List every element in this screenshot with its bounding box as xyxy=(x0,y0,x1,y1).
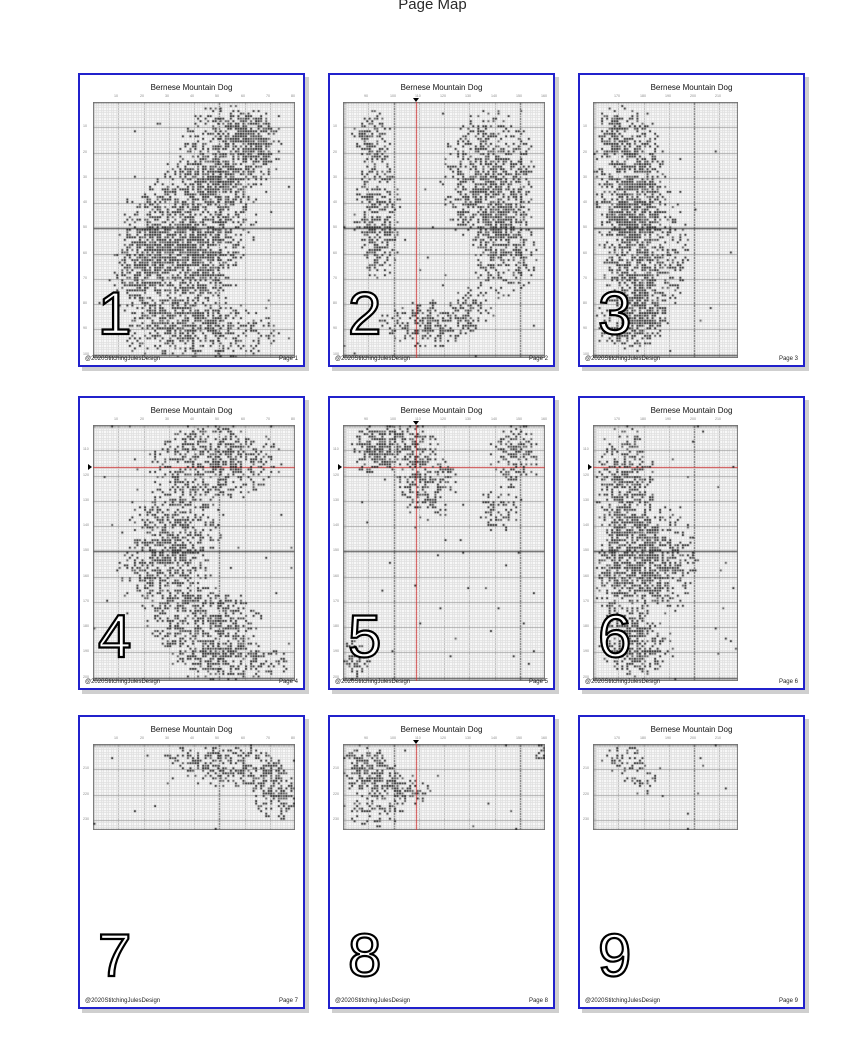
grid-column-label: 30 xyxy=(164,94,169,99)
grid-row-label: 160 xyxy=(83,573,90,578)
chart-title: Bernese Mountain Dog xyxy=(150,725,233,734)
grid-column-label: 100 xyxy=(389,736,396,741)
chart-title: Bernese Mountain Dog xyxy=(650,725,733,734)
page-footer-label: Page 4 xyxy=(278,679,298,685)
grid-row-label: 10 xyxy=(583,124,588,129)
grid-row-labels xyxy=(83,744,93,830)
grid-column-label: 130 xyxy=(465,736,472,741)
center-column-marker-icon xyxy=(413,421,419,425)
page-footer-label: Page 5 xyxy=(528,679,548,685)
grid-column-labels xyxy=(593,94,738,102)
grid-row-label: 190 xyxy=(583,649,590,654)
grid-row-label: 30 xyxy=(583,174,588,179)
grid-row-label: 100 xyxy=(83,351,90,356)
stitch-grid xyxy=(583,736,738,830)
grid-column-label: 160 xyxy=(541,94,548,99)
copyright-text: @2020StitchingJulesDesign xyxy=(585,998,661,1004)
grid-row-label: 100 xyxy=(333,351,340,356)
stitch-grid xyxy=(83,736,296,830)
grid-row-label: 70 xyxy=(583,275,588,280)
grid-column-label: 10 xyxy=(114,94,119,99)
grid-column-labels xyxy=(93,94,295,102)
grid-row-label: 220 xyxy=(583,791,590,796)
grid-row-labels xyxy=(333,102,343,358)
grid-row-label: 200 xyxy=(333,674,340,679)
grid-column-label: 180 xyxy=(639,417,646,422)
grid-column-label: 60 xyxy=(240,94,245,99)
grid-row-label: 50 xyxy=(333,225,338,230)
page-footer-label: Page 1 xyxy=(278,356,298,362)
grid-row-label: 200 xyxy=(583,674,590,679)
grid-column-label: 80 xyxy=(291,736,296,741)
grid-row-label: 30 xyxy=(333,174,338,179)
page-footer xyxy=(585,998,798,1004)
grid-row-label: 190 xyxy=(83,649,90,654)
grid-row-label: 80 xyxy=(583,301,588,306)
grid-row-label: 10 xyxy=(333,124,338,129)
grid-column-label: 70 xyxy=(265,736,270,741)
page-footer-label: Page 8 xyxy=(528,998,548,1004)
grid-row-label: 40 xyxy=(83,200,88,205)
grid-column-label: 60 xyxy=(240,736,245,741)
page-map-title: Page Map xyxy=(398,0,467,13)
grid-column-label: 180 xyxy=(639,94,646,99)
center-row-marker-icon xyxy=(338,464,342,470)
grid-column-label: 120 xyxy=(440,736,447,741)
grid-row-label: 20 xyxy=(83,149,88,154)
grid-column-labels xyxy=(343,417,548,425)
grid-row-label: 130 xyxy=(583,497,590,502)
page-footer xyxy=(585,356,798,362)
grid-row-label: 130 xyxy=(333,497,340,502)
grid-column-label: 200 xyxy=(690,94,697,99)
grid-row-label: 200 xyxy=(83,674,90,679)
grid-row-label: 160 xyxy=(583,573,590,578)
grid-column-label: 130 xyxy=(465,94,472,99)
stitch-grid xyxy=(333,736,548,830)
grid-column-label: 90 xyxy=(364,94,369,99)
grid-row-label: 60 xyxy=(583,250,588,255)
grid-row-label: 40 xyxy=(333,200,338,205)
grid-row-label: 90 xyxy=(583,326,588,331)
grid-row-label: 140 xyxy=(583,523,590,528)
page-number-overlay: 8 xyxy=(348,921,382,989)
stitch-grid-canvas xyxy=(343,744,545,830)
grid-row-label: 110 xyxy=(83,447,89,452)
grid-row-label: 90 xyxy=(83,326,88,331)
grid-row-label: 210 xyxy=(83,766,90,771)
grid-column-label: 210 xyxy=(715,417,722,422)
page-thumbnail-5[interactable] xyxy=(328,396,555,690)
grid-row-label: 110 xyxy=(333,447,339,452)
grid-column-label: 210 xyxy=(715,736,722,741)
grid-row-label: 120 xyxy=(83,472,90,477)
page-number-overlay: 1 xyxy=(98,279,132,347)
page-footer xyxy=(585,679,798,685)
grid-column-label: 50 xyxy=(215,94,220,99)
chart-title: Bernese Mountain Dog xyxy=(400,406,483,415)
grid-row-labels xyxy=(83,102,93,358)
grid-column-label: 190 xyxy=(664,417,671,422)
grid-column-labels xyxy=(343,736,548,744)
grid-column-label: 150 xyxy=(515,736,522,741)
copyright-text: @2020StitchingJulesDesign xyxy=(335,356,411,362)
grid-column-labels xyxy=(343,94,548,102)
grid-column-label: 170 xyxy=(614,94,621,99)
page-number-overlay: 9 xyxy=(598,921,632,989)
grid-column-label: 30 xyxy=(164,736,169,741)
center-row-marker-icon xyxy=(588,464,592,470)
grid-column-label: 80 xyxy=(291,94,296,99)
grid-row-label: 120 xyxy=(333,472,340,477)
copyright-text: @2020StitchingJulesDesign xyxy=(85,998,161,1004)
grid-row-label: 160 xyxy=(333,573,340,578)
center-column-marker-icon xyxy=(413,740,419,744)
grid-row-label: 170 xyxy=(83,598,90,603)
grid-column-label: 170 xyxy=(614,736,621,741)
grid-column-label: 100 xyxy=(389,417,396,422)
stitch-grid-canvas xyxy=(93,744,295,830)
page-footer xyxy=(85,679,298,685)
page-number-overlay: 6 xyxy=(598,602,632,670)
grid-row-label: 50 xyxy=(583,225,588,230)
grid-column-label: 140 xyxy=(490,736,497,741)
grid-column-label: 40 xyxy=(190,417,195,422)
copyright-text: @2020StitchingJulesDesign xyxy=(335,679,411,685)
page-number-overlay: 2 xyxy=(348,279,382,347)
page-number-overlay: 4 xyxy=(98,602,132,670)
grid-row-label: 10 xyxy=(83,124,88,129)
page-footer-label: Page 6 xyxy=(778,679,798,685)
grid-row-label: 90 xyxy=(333,326,338,331)
grid-column-label: 110 xyxy=(414,94,421,99)
copyright-text: @2020StitchingJulesDesign xyxy=(85,356,161,362)
grid-row-label: 60 xyxy=(83,250,88,255)
center-row-marker-icon xyxy=(88,464,92,470)
grid-column-label: 10 xyxy=(114,736,119,741)
grid-column-label: 110 xyxy=(414,417,421,422)
copyright-text: @2020StitchingJulesDesign xyxy=(335,998,411,1004)
grid-column-label: 190 xyxy=(664,736,671,741)
grid-column-label: 70 xyxy=(265,417,270,422)
page-thumbnail-2[interactable] xyxy=(328,73,555,367)
grid-column-label: 90 xyxy=(364,736,369,741)
page-thumbnail-1[interactable] xyxy=(78,73,305,367)
page-number-overlay: 5 xyxy=(348,602,382,670)
grid-row-label: 220 xyxy=(83,791,90,796)
grid-column-label: 50 xyxy=(215,736,220,741)
copyright-text: @2020StitchingJulesDesign xyxy=(585,356,661,362)
grid-column-label: 120 xyxy=(440,417,447,422)
chart-title: Bernese Mountain Dog xyxy=(150,406,233,415)
grid-column-label: 10 xyxy=(114,417,119,422)
grid-row-labels xyxy=(333,744,343,830)
grid-row-label: 180 xyxy=(583,624,590,629)
grid-row-label: 220 xyxy=(333,791,340,796)
grid-row-label: 80 xyxy=(83,301,88,306)
grid-column-label: 20 xyxy=(139,417,144,422)
page-thumbnail-3[interactable] xyxy=(578,73,805,367)
grid-row-labels xyxy=(583,102,593,358)
grid-column-label: 160 xyxy=(541,417,548,422)
grid-row-label: 150 xyxy=(83,548,90,553)
grid-row-label: 50 xyxy=(83,225,88,230)
grid-column-label: 50 xyxy=(215,417,220,422)
page-footer xyxy=(335,356,548,362)
grid-column-label: 30 xyxy=(164,417,169,422)
grid-row-label: 170 xyxy=(333,598,340,603)
page-footer-label: Page 2 xyxy=(528,356,548,362)
grid-column-label: 20 xyxy=(139,736,144,741)
grid-row-label: 150 xyxy=(333,548,340,553)
center-column-marker-icon xyxy=(413,98,419,102)
grid-column-label: 180 xyxy=(639,736,646,741)
grid-column-label: 130 xyxy=(465,417,472,422)
chart-title: Bernese Mountain Dog xyxy=(400,725,483,734)
stitch-grid-canvas xyxy=(593,744,738,830)
grid-row-label: 80 xyxy=(333,301,338,306)
grid-column-label: 100 xyxy=(389,94,396,99)
grid-column-label: 60 xyxy=(240,417,245,422)
chart-title: Bernese Mountain Dog xyxy=(650,83,733,92)
grid-column-label: 20 xyxy=(139,94,144,99)
chart-title: Bernese Mountain Dog xyxy=(150,83,233,92)
grid-row-label: 40 xyxy=(583,200,588,205)
grid-row-label: 230 xyxy=(583,816,590,821)
grid-row-label: 70 xyxy=(83,275,88,280)
grid-row-label: 70 xyxy=(333,275,338,280)
grid-row-label: 20 xyxy=(333,149,338,154)
grid-column-label: 90 xyxy=(364,417,369,422)
grid-column-labels xyxy=(593,417,738,425)
grid-column-labels xyxy=(593,736,738,744)
grid-row-labels xyxy=(583,744,593,830)
grid-row-label: 170 xyxy=(583,598,590,603)
grid-row-label: 20 xyxy=(583,149,588,154)
grid-row-label: 120 xyxy=(583,472,590,477)
grid-column-labels xyxy=(93,417,295,425)
page-number-overlay: 7 xyxy=(98,921,132,989)
grid-row-label: 230 xyxy=(333,816,340,821)
grid-column-label: 110 xyxy=(414,736,421,741)
grid-column-label: 40 xyxy=(190,736,195,741)
grid-row-label: 30 xyxy=(83,174,88,179)
grid-column-label: 200 xyxy=(690,736,697,741)
grid-row-label: 180 xyxy=(333,624,340,629)
grid-column-label: 70 xyxy=(265,94,270,99)
grid-column-label: 140 xyxy=(490,94,497,99)
page-number-overlay: 3 xyxy=(598,279,632,347)
page-thumbnail-9[interactable] xyxy=(578,715,805,1009)
copyright-text: @2020StitchingJulesDesign xyxy=(85,679,161,685)
grid-row-label: 60 xyxy=(333,250,338,255)
grid-column-label: 80 xyxy=(291,417,296,422)
page-thumbnail-7[interactable] xyxy=(78,715,305,1009)
grid-column-label: 40 xyxy=(190,94,195,99)
grid-row-label: 150 xyxy=(583,548,590,553)
page-footer xyxy=(335,998,548,1004)
grid-row-label: 140 xyxy=(83,523,90,528)
page-thumbnail-4[interactable] xyxy=(78,396,305,690)
grid-column-label: 150 xyxy=(515,417,522,422)
grid-column-label: 190 xyxy=(664,94,671,99)
grid-row-label: 190 xyxy=(333,649,340,654)
grid-row-label: 230 xyxy=(83,816,90,821)
page-footer-label: Page 7 xyxy=(278,998,298,1004)
grid-row-label: 140 xyxy=(333,523,340,528)
grid-column-labels xyxy=(93,736,295,744)
grid-column-label: 170 xyxy=(614,417,621,422)
grid-column-label: 140 xyxy=(490,417,497,422)
page-footer xyxy=(85,998,298,1004)
copyright-text: @2020StitchingJulesDesign xyxy=(585,679,661,685)
grid-row-label: 130 xyxy=(83,497,90,502)
grid-row-label: 100 xyxy=(583,351,590,356)
chart-title: Bernese Mountain Dog xyxy=(650,406,733,415)
page-thumbnail-8[interactable] xyxy=(328,715,555,1009)
page-footer xyxy=(85,356,298,362)
grid-column-label: 150 xyxy=(515,94,522,99)
grid-column-label: 160 xyxy=(541,736,548,741)
grid-column-label: 120 xyxy=(440,94,447,99)
grid-row-label: 110 xyxy=(583,447,589,452)
chart-title: Bernese Mountain Dog xyxy=(400,83,483,92)
grid-row-label: 210 xyxy=(583,766,590,771)
page-thumbnail-6[interactable] xyxy=(578,396,805,690)
page-footer-label: Page 3 xyxy=(778,356,798,362)
grid-row-label: 180 xyxy=(83,624,90,629)
page-footer-label: Page 9 xyxy=(778,998,798,1004)
grid-column-label: 210 xyxy=(715,94,722,99)
grid-column-label: 200 xyxy=(690,417,697,422)
grid-row-label: 210 xyxy=(333,766,340,771)
page-footer xyxy=(335,679,548,685)
